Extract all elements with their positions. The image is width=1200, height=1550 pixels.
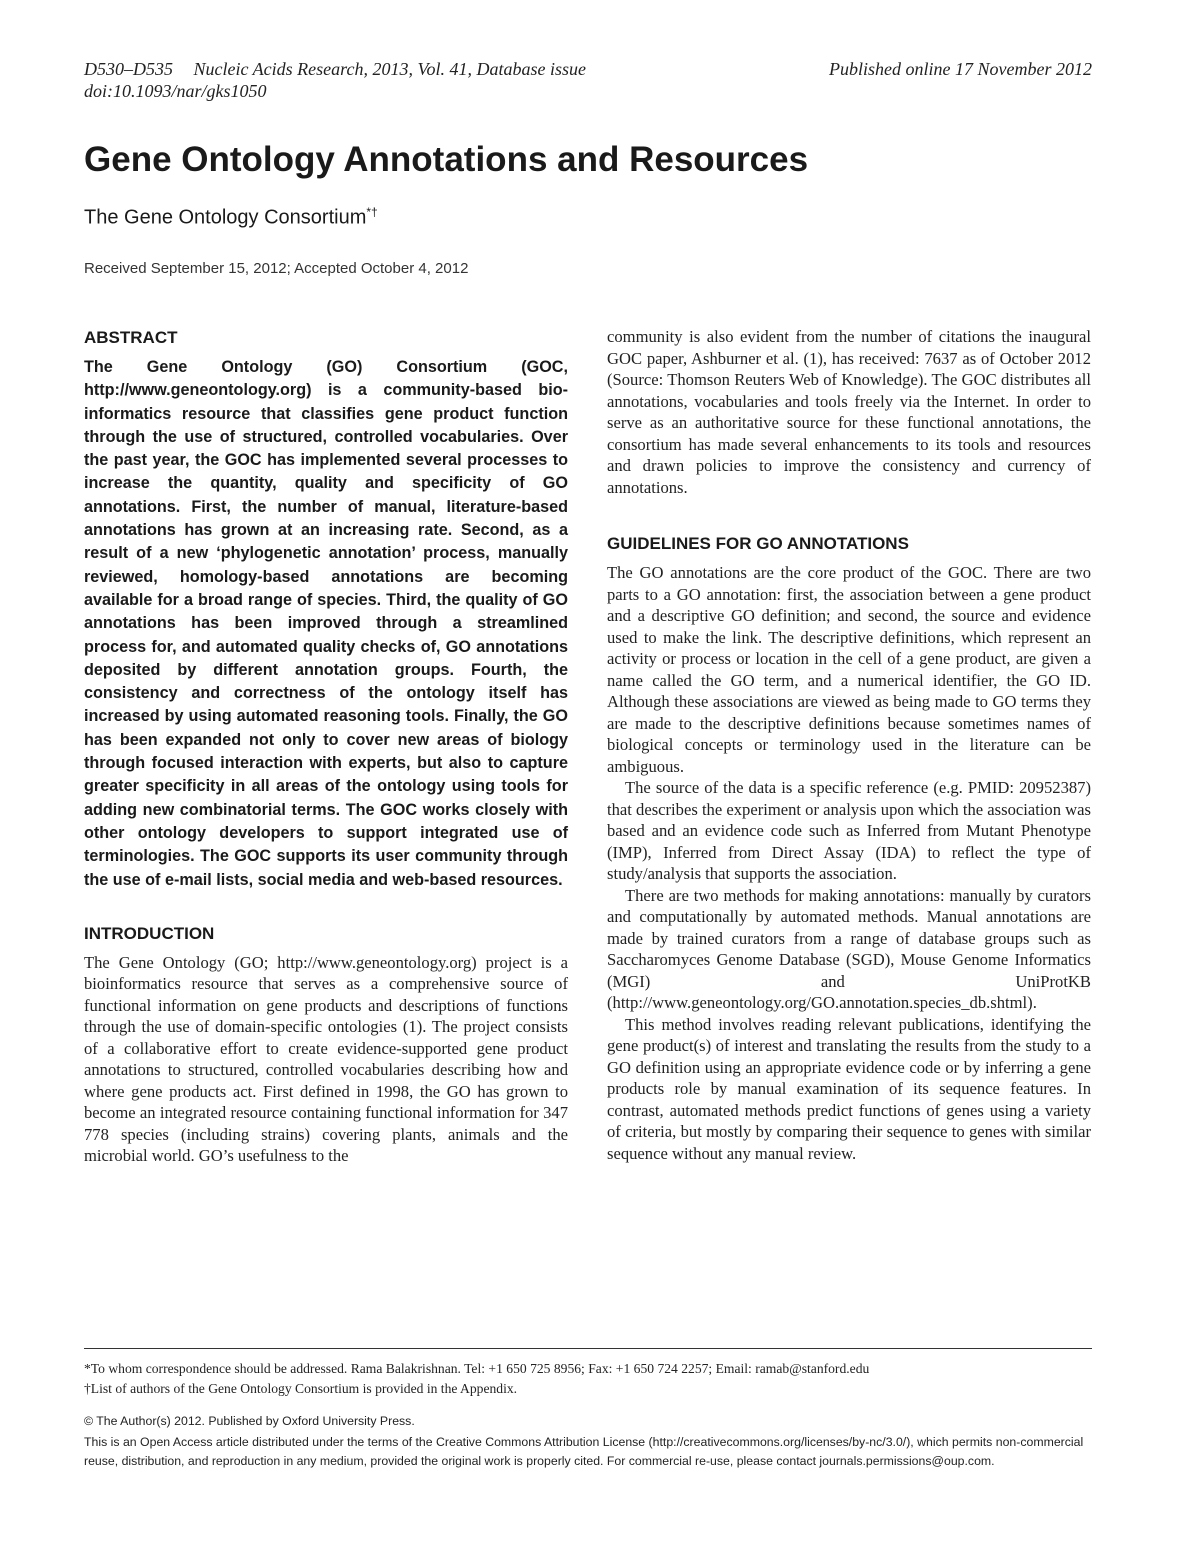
guidelines-section [607,532,1091,1164]
copyright-notice: © The Author(s) 2012. Published by Oxford University Press. [84,1414,415,1428]
abstract-section [84,326,568,892]
right-column [607,326,1091,1164]
footnotes [84,1359,1092,1399]
left-column [84,326,568,1167]
author-line [84,198,378,232]
journal-citation: Nucleic Acids Research, 2013, Vol. 41, Database issue [193,59,586,79]
guidelines-paragraph-1: The GO annotations are the core product of the GOC. There are two parts to a GO annotation: first, the association between a gene product and a descriptive GO definition; and second, the source and evidence used to make the link. The descriptive definitions, which represent an activity or process or location in the cell of a gene product, are given a name called the GO term, and a numerical identifier, the GO ID. Although these associations are viewed as being made to GO terms they are made to the descriptive definitions because sometimes names of biological concepts or terminology used in the literature can be ambiguous. [607,563,1091,776]
guidelines-paragraph-3: There are two methods for making annotations: manually by curators and computationally by automated methods. Manual annotations are made by trained curators from a range of database groups such as Saccharomyces Genome Database (SGD), Mouse Genome Informatics (MGI) and UniProtKB (http://www.geneontology.org/GO.annotation.species_db.shtml). [607,885,1091,1012]
abstract-text: The Gene Ontology (GO) Consortium (GOC, http://www.geneontology.org) is a community-based bio-informatics resource that classifies gene product function through the use of structured, controlled vocabularies. Over the past year, the GOC has implemented several processes to increase the quantity, quality and specificity of GO annotations. First, the number of manual, literature-based annotations has grown at an increasing rate. Second, as a result of a new ‘phylogenetic annotation’ process, manually reviewed, homology-based annotations are becoming available for a broad range of species. Third, the quality of GO annotations has been improved through a streamlined process for, and automated quality checks of, GO annotations deposited by different annotation groups. Fourth, the consistency and correctness of the ontology itself has increased by using automated reasoning tools. Finally, the GO has been expanded not only to cover new areas of biology through focused interaction with experts, but also to capture greater specificity in all areas of the ontology using tools for adding new combinatorial terms. The GOC works closely with other ontology developers to support integrated use of terminologies. The GOC supports its user community through the use of e-mail lists, social media and web-based resources. [84,358,568,889]
guidelines-paragraph-4: This method involves reading relevant publications, identifying the gene product(s) of interest and translating the results from the study to a GO definition using an appropriate evidence code or by inferring a gene products role by manual examination of its sequence features. In contrast, automated methods predict functions of genes using a variety of criteria, but mostly by comparing their sequence to genes with similar sequence without any manual review. [607,1014,1091,1163]
license-text: This is an Open Access article distributed under the terms of the Creative Commons Attribution License (http://creativecommons.org/licenses/by-nc/3.0/), which permits non-commercial reuse, distribution, and reproduction in any medium, provided the original work is properly cited. For commercial re-use, please contact journals.permissions@oup.com. [84,1435,1084,1468]
authors-list-footnote: †List of authors of the Gene Ontology Consortium is provided in the Appendix. [84,1381,518,1396]
footnote-divider [84,1348,1092,1349]
doi: doi:10.1093/nar/gks1050 [84,81,267,101]
page-range: D530–D535 [84,59,173,79]
abstract-heading: ABSTRACT [84,328,178,347]
received-accepted-dates: Received September 15, 2012; Accepted October 4, 2012 [84,260,469,277]
introduction-paragraph: The Gene Ontology (GO; http://www.geneontology.org) project is a bioinformatics resource that serves as a comprehensive source of functional information on gene products and descriptions of functions through the use of domain-specific ontologies (1). The project consists of a collaborative effort to create evidence-supported gene product annotations to structured, controlled vocabularies describing how and where gene products act. First defined in 1998, the GO has grown to become an integrated resource containing functional information for 347 778 species (including strains) covering plants, animals and the microbial world. GO’s usefulness to the [84,952,568,1166]
running-header [84,58,1092,102]
publication-date: Published online 17 November 2012 [829,59,1092,79]
license-block [84,1412,1092,1471]
article-title: Gene Ontology Annotations and Resources [84,140,809,179]
correspondence-footnote: *To whom correspondence should be addressed. Rama Balakrishnan. Tel: +1 650 725 8956; Fax: +1 650 724 2257; Email: ramab@stanford.edu [84,1361,870,1376]
guidelines-paragraph-2: The source of the data is a specific reference (e.g. PMID: 20952387) that describes the experiment or analysis upon which the association was based and an evidence code such as Inferred from Mutant Phenotype (IMP), Inferred from Direct Assay (IDA) to reflect the type of study/analysis that supports the association. [607,778,1091,883]
introduction-paragraph-continued: community is also evident from the number of citations the inaugural GOC paper, Ashburner et al. (1), has received: 7637 as of October 2012 (Source: Thomson Reuters Web of Knowledge). The GOC distributes all annotations, vocabularies and tools freely via the Internet. In order to serve as an authoritative source for these functional annotations, the consortium has made several enhancements to its tools and resources and drawn policies to improve the consistency and currency of annotations. [607,327,1091,497]
introduction-section [84,922,568,1167]
guidelines-heading: GUIDELINES FOR GO ANNOTATIONS [607,534,909,553]
introduction-heading: INTRODUCTION [84,923,215,943]
author-footnote-marks: *† [366,205,378,219]
author-name: The Gene Ontology Consortium [84,206,367,229]
